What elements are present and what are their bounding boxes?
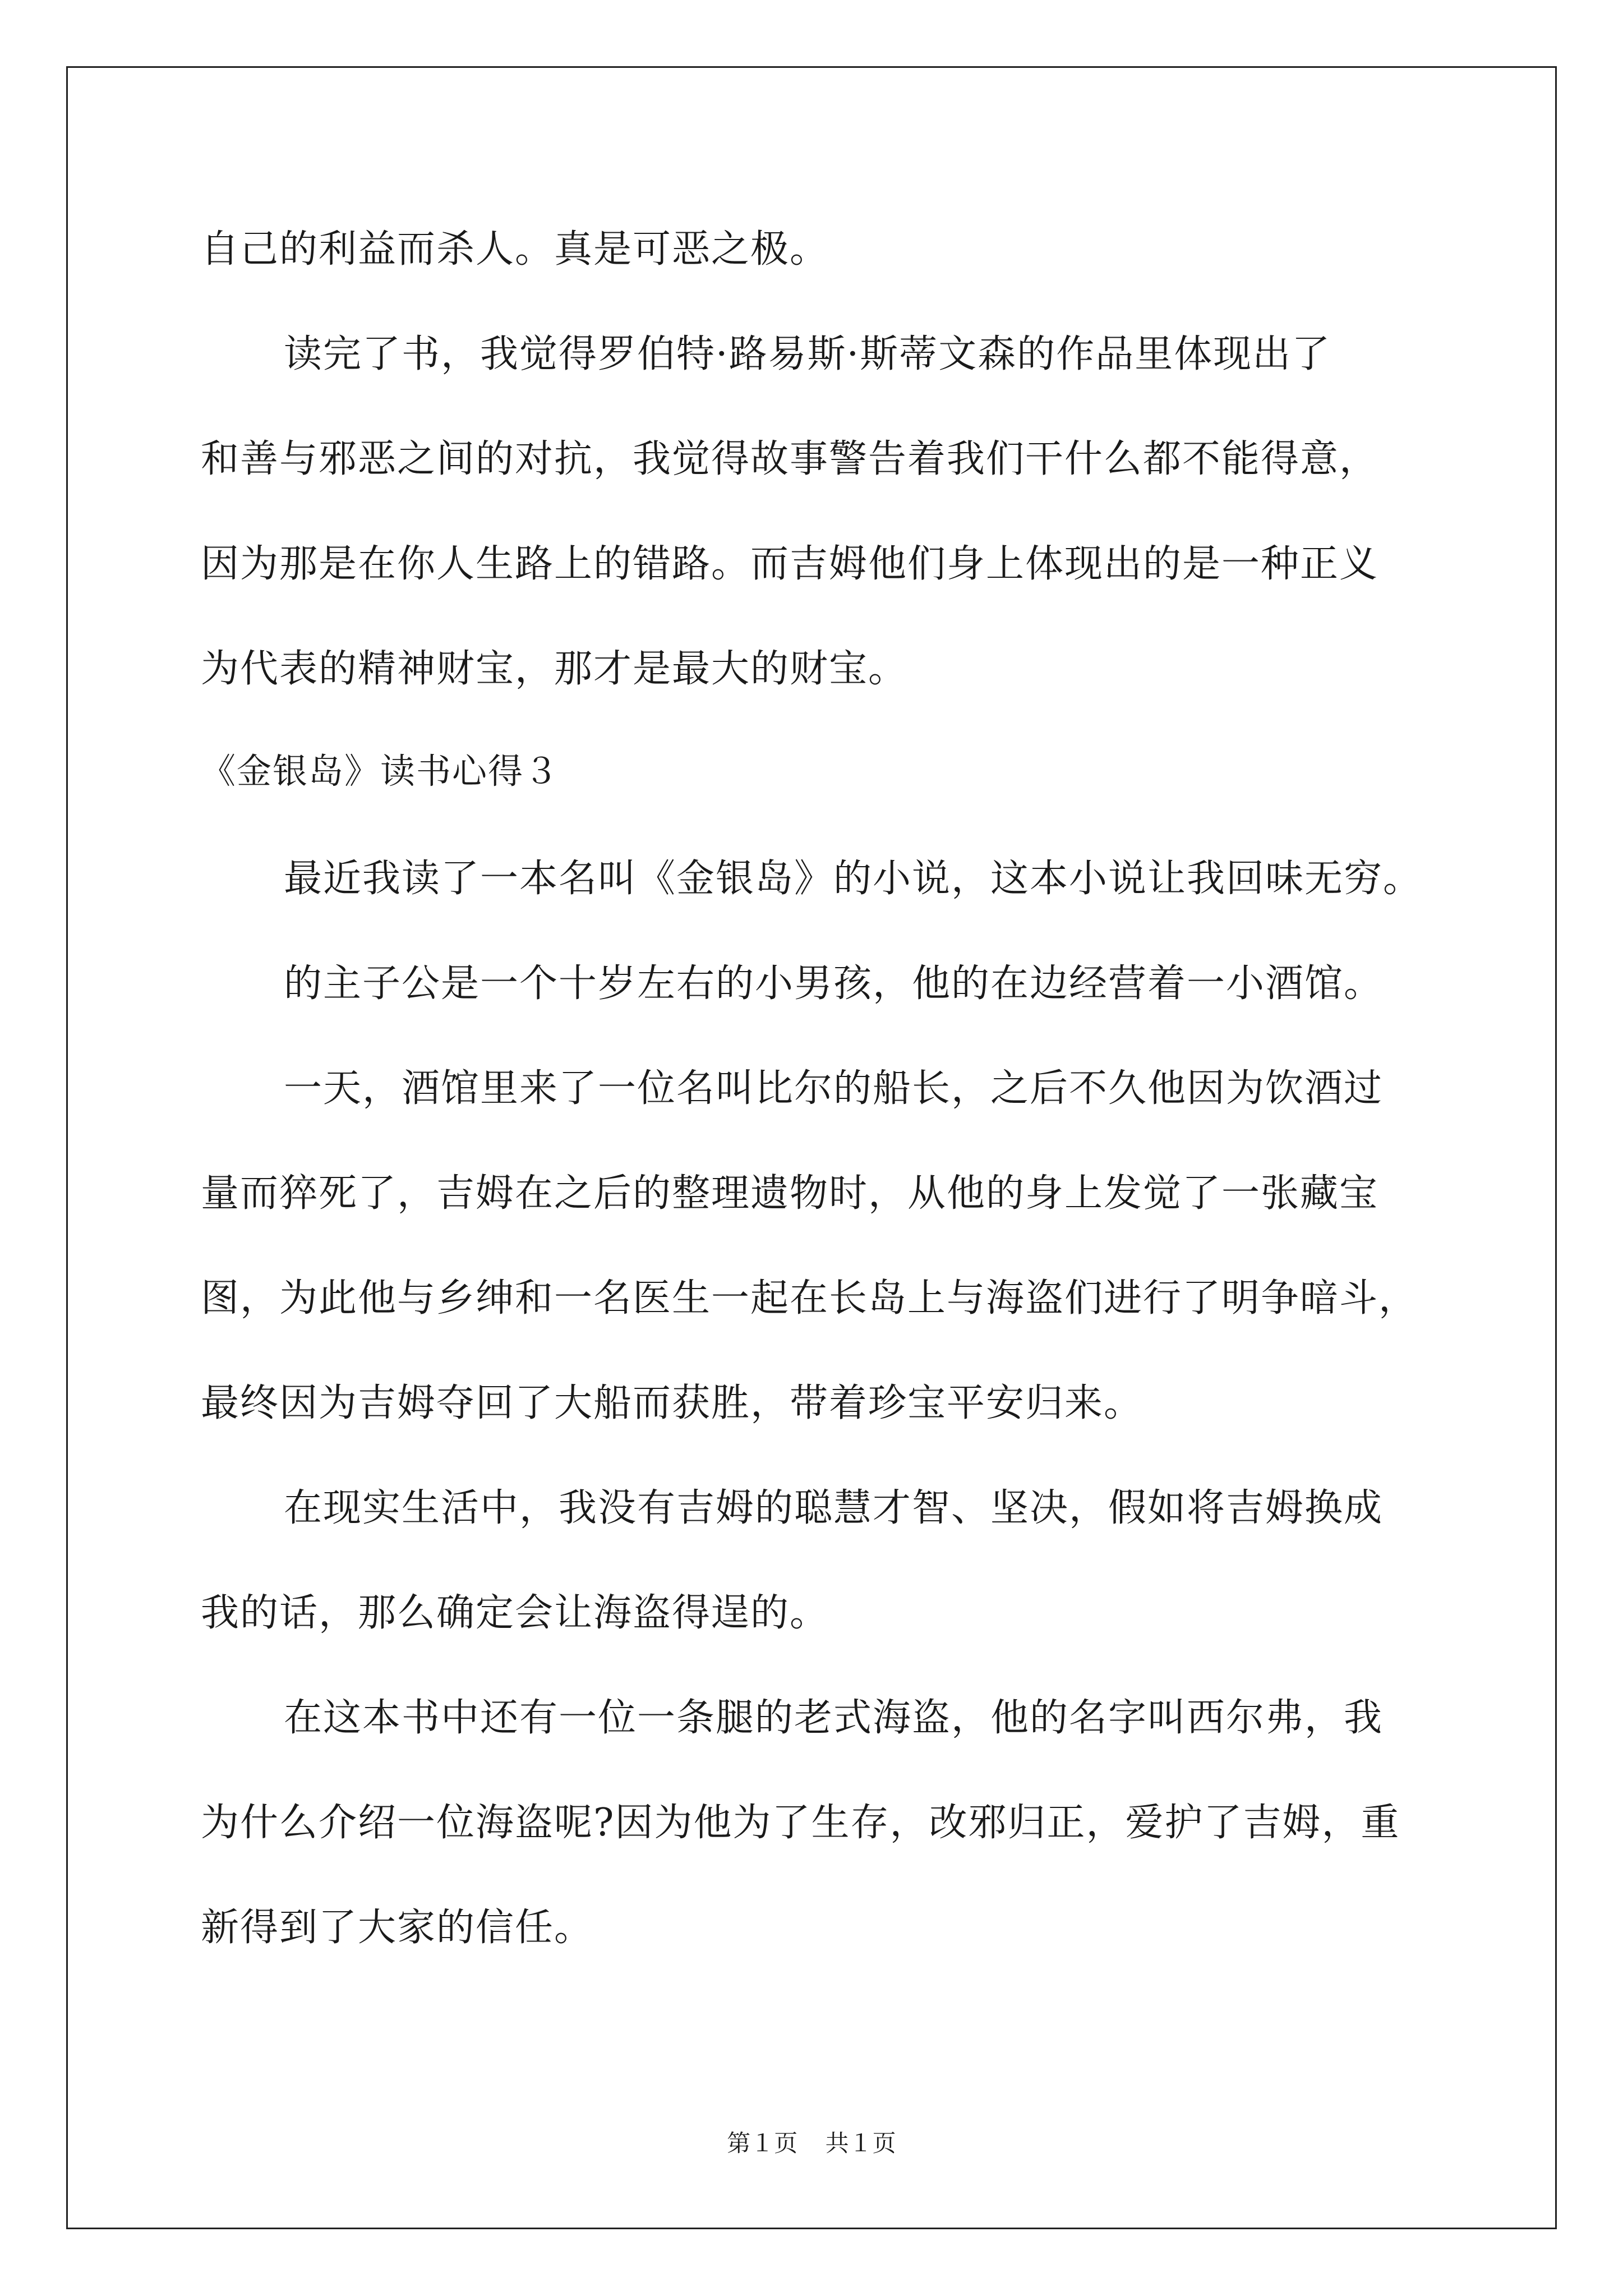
text-line: 我的话，那么确定会让海盗得逞的。 [201, 1591, 829, 1635]
text-line: 为代表的精神财宝，那才是最大的财宝。 [201, 647, 908, 691]
paragraph-start: 最近我读了一本名叫《金银岛》的小说，这本小说让我回味无穷。 [284, 857, 1423, 901]
paragraph-start: 在现实生活中，我没有吉姆的聪慧才智、坚决，假如将吉姆换成 [284, 1486, 1384, 1530]
paragraph-start: 读完了书，我觉得罗伯特·路易斯·斯蒂文森的作品里体现出了 [284, 332, 1331, 376]
text-line: 因为那是在你人生路上的错路。而吉姆他们身上体现出的是一种正义 [201, 542, 1379, 586]
paragraph-start: 在这本书中还有一位一条腿的老式海盗，他的名字叫西尔弗，我 [284, 1696, 1384, 1740]
text-line: 图，为此他与乡绅和一名医生一起在长岛上与海盗们进行了明争暗斗， [201, 1276, 1418, 1320]
page-footer [0, 2125, 1623, 2159]
text-line: 自己的利益而杀人。真是可恶之极。 [201, 227, 829, 272]
page-total: 共１页 [825, 2129, 896, 2157]
text-line: 量而猝死了，吉姆在之后的整理遗物时，从他的身上发觉了一张藏宝 [201, 1171, 1379, 1216]
text-line: 新得到了大家的信任。 [201, 1906, 594, 1950]
section-heading: 《金银岛》读书心得３ [201, 751, 560, 792]
paragraph-start: 的主子公是一个十岁左右的小男孩，他的在边经营着一小酒馆。 [284, 961, 1384, 1006]
text-line: 为什么介绍一位海盗呢?因为他为了生存，改邪归正，爱护了吉姆，重 [201, 1801, 1400, 1845]
page-number: 第１页 [727, 2129, 798, 2157]
text-line: 和善与邪恶之间的对抗，我觉得故事警告着我们干什么都不能得意， [201, 437, 1379, 481]
text-line: 最终因为吉姆夺回了大船而获胜，带着珍宝平安归来。 [201, 1381, 1144, 1425]
paragraph-start: 一天，酒馆里来了一位名叫比尔的船长，之后不久他因为饮酒过 [284, 1066, 1384, 1111]
